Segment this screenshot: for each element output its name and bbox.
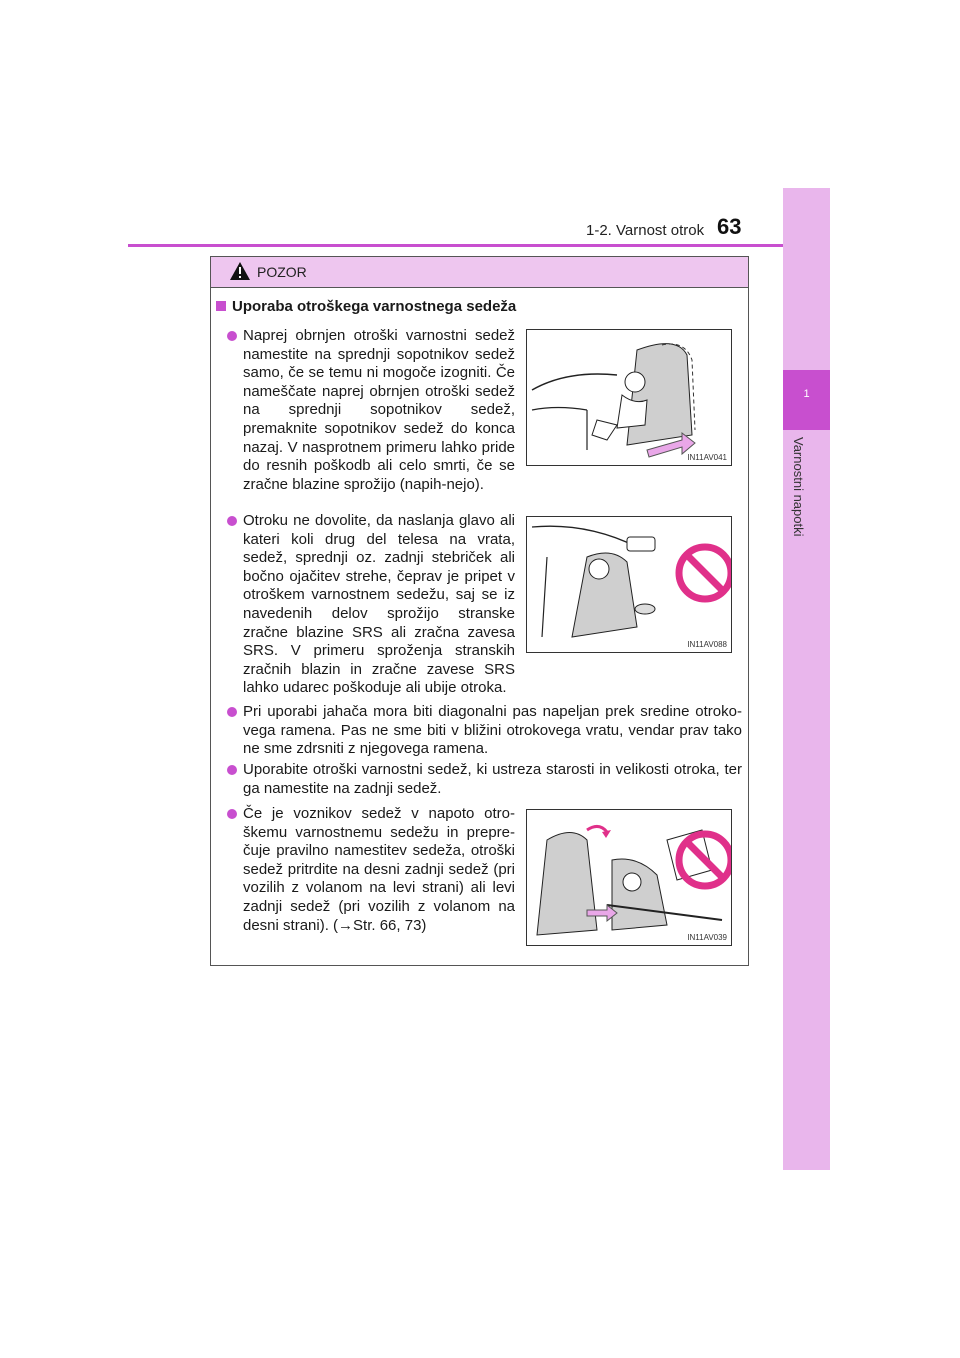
bullet-item — [243, 327, 515, 494]
warning-triangle-icon — [229, 261, 251, 281]
figure-code: IN11AV041 — [687, 453, 727, 462]
bullet-text: Naprej obrnjen otroški varnostni sedež namestite na sprednji sopotnikov sedež samo, če se temu ni mogoče izogniti. Če nameščate naprej obrnjen otroški sedež na sprednji sopotnikov sedež, premaknite sopotnikov sedež do konca nazaj. V nasprotnem primeru lahko pride do resnih poškodb ali celo smrti, če se zračne blazine sprožijo (napih-nejo). — [243, 327, 515, 493]
bullet-text: Če je voznikov sedež v napoto otro-škemu varnostnemu sedežu in prepre-čuje pravilno namestitev sedeža, otroški sedež pritrdite na desni zadnji sedež (pri vozilih z volanom na levi strani) ali levi zadnji sedež (pri vozilih z volanom na desni strani). (→Str. 66, 73) — [243, 805, 515, 934]
figure-illustration — [527, 517, 732, 653]
section-title: 1-2. Varnost otrok — [586, 222, 705, 239]
bullet-item — [243, 703, 742, 759]
caution-title: POZOR — [257, 264, 307, 280]
bullet-dot-icon — [227, 516, 237, 526]
figure-illustration — [527, 330, 732, 466]
chapter-side-tab — [783, 188, 830, 1170]
figure-driver-seat-obstruction — [526, 809, 732, 946]
bullet-item — [243, 512, 515, 698]
bullet-dot-icon — [227, 765, 237, 775]
bullet-item — [243, 805, 515, 935]
bullet-item — [243, 761, 742, 798]
caution-header — [211, 257, 748, 288]
bullet-dot-icon — [227, 809, 237, 819]
square-bullet-icon — [216, 301, 226, 311]
figure-code: IN11AV088 — [687, 640, 727, 649]
subheading — [216, 298, 516, 315]
figure-front-seat-child — [526, 329, 732, 466]
figure-illustration — [527, 810, 732, 946]
bullet-dot-icon — [227, 331, 237, 341]
bullet-dot-icon — [227, 707, 237, 717]
subheading-text: Uporaba otroškega varnostnega sedeža — [232, 298, 517, 315]
bullet-text: Uporabite otroški varnostni sedež, ki ustreza starosti in velikosti otroka, ter ga namestite na zadnji sedež. — [243, 761, 742, 797]
page-number: 63 — [717, 214, 742, 239]
chapter-label: Varnostni napotki — [791, 437, 806, 537]
figure-code: IN11AV039 — [687, 933, 727, 942]
header-rule — [128, 244, 783, 247]
chapter-number: 1 — [803, 388, 810, 400]
figure-child-leaning — [526, 516, 732, 653]
bullet-text: Otroku ne dovolite, da naslanja glavo ali kateri koli drug del telesa na vrata, sedež, sprednji oz. zadnji stebriček ali bočno ojačitev strehe, čeprav je pripet v otroškem varnostnem sedežu, saj se iz navedenih delov sprožijo stranske zračne blazine SRS ali zračna zavesa SRS. V primeru sproženja stranskih zračnih blazin in zračne zavese SRS lahko udarec poškoduje ali ubije otroka. — [243, 512, 515, 697]
chapter-tab-active[interactable] — [783, 370, 830, 430]
bullet-text: Pri uporabi jahača mora biti diagonalni pas napeljan prek sredine otroko-vega ramena. Pas ne sme biti v bližini otrokovega vratu, vendar prav tako ne sme zdrsniti z njegovega ramena. — [243, 703, 742, 758]
